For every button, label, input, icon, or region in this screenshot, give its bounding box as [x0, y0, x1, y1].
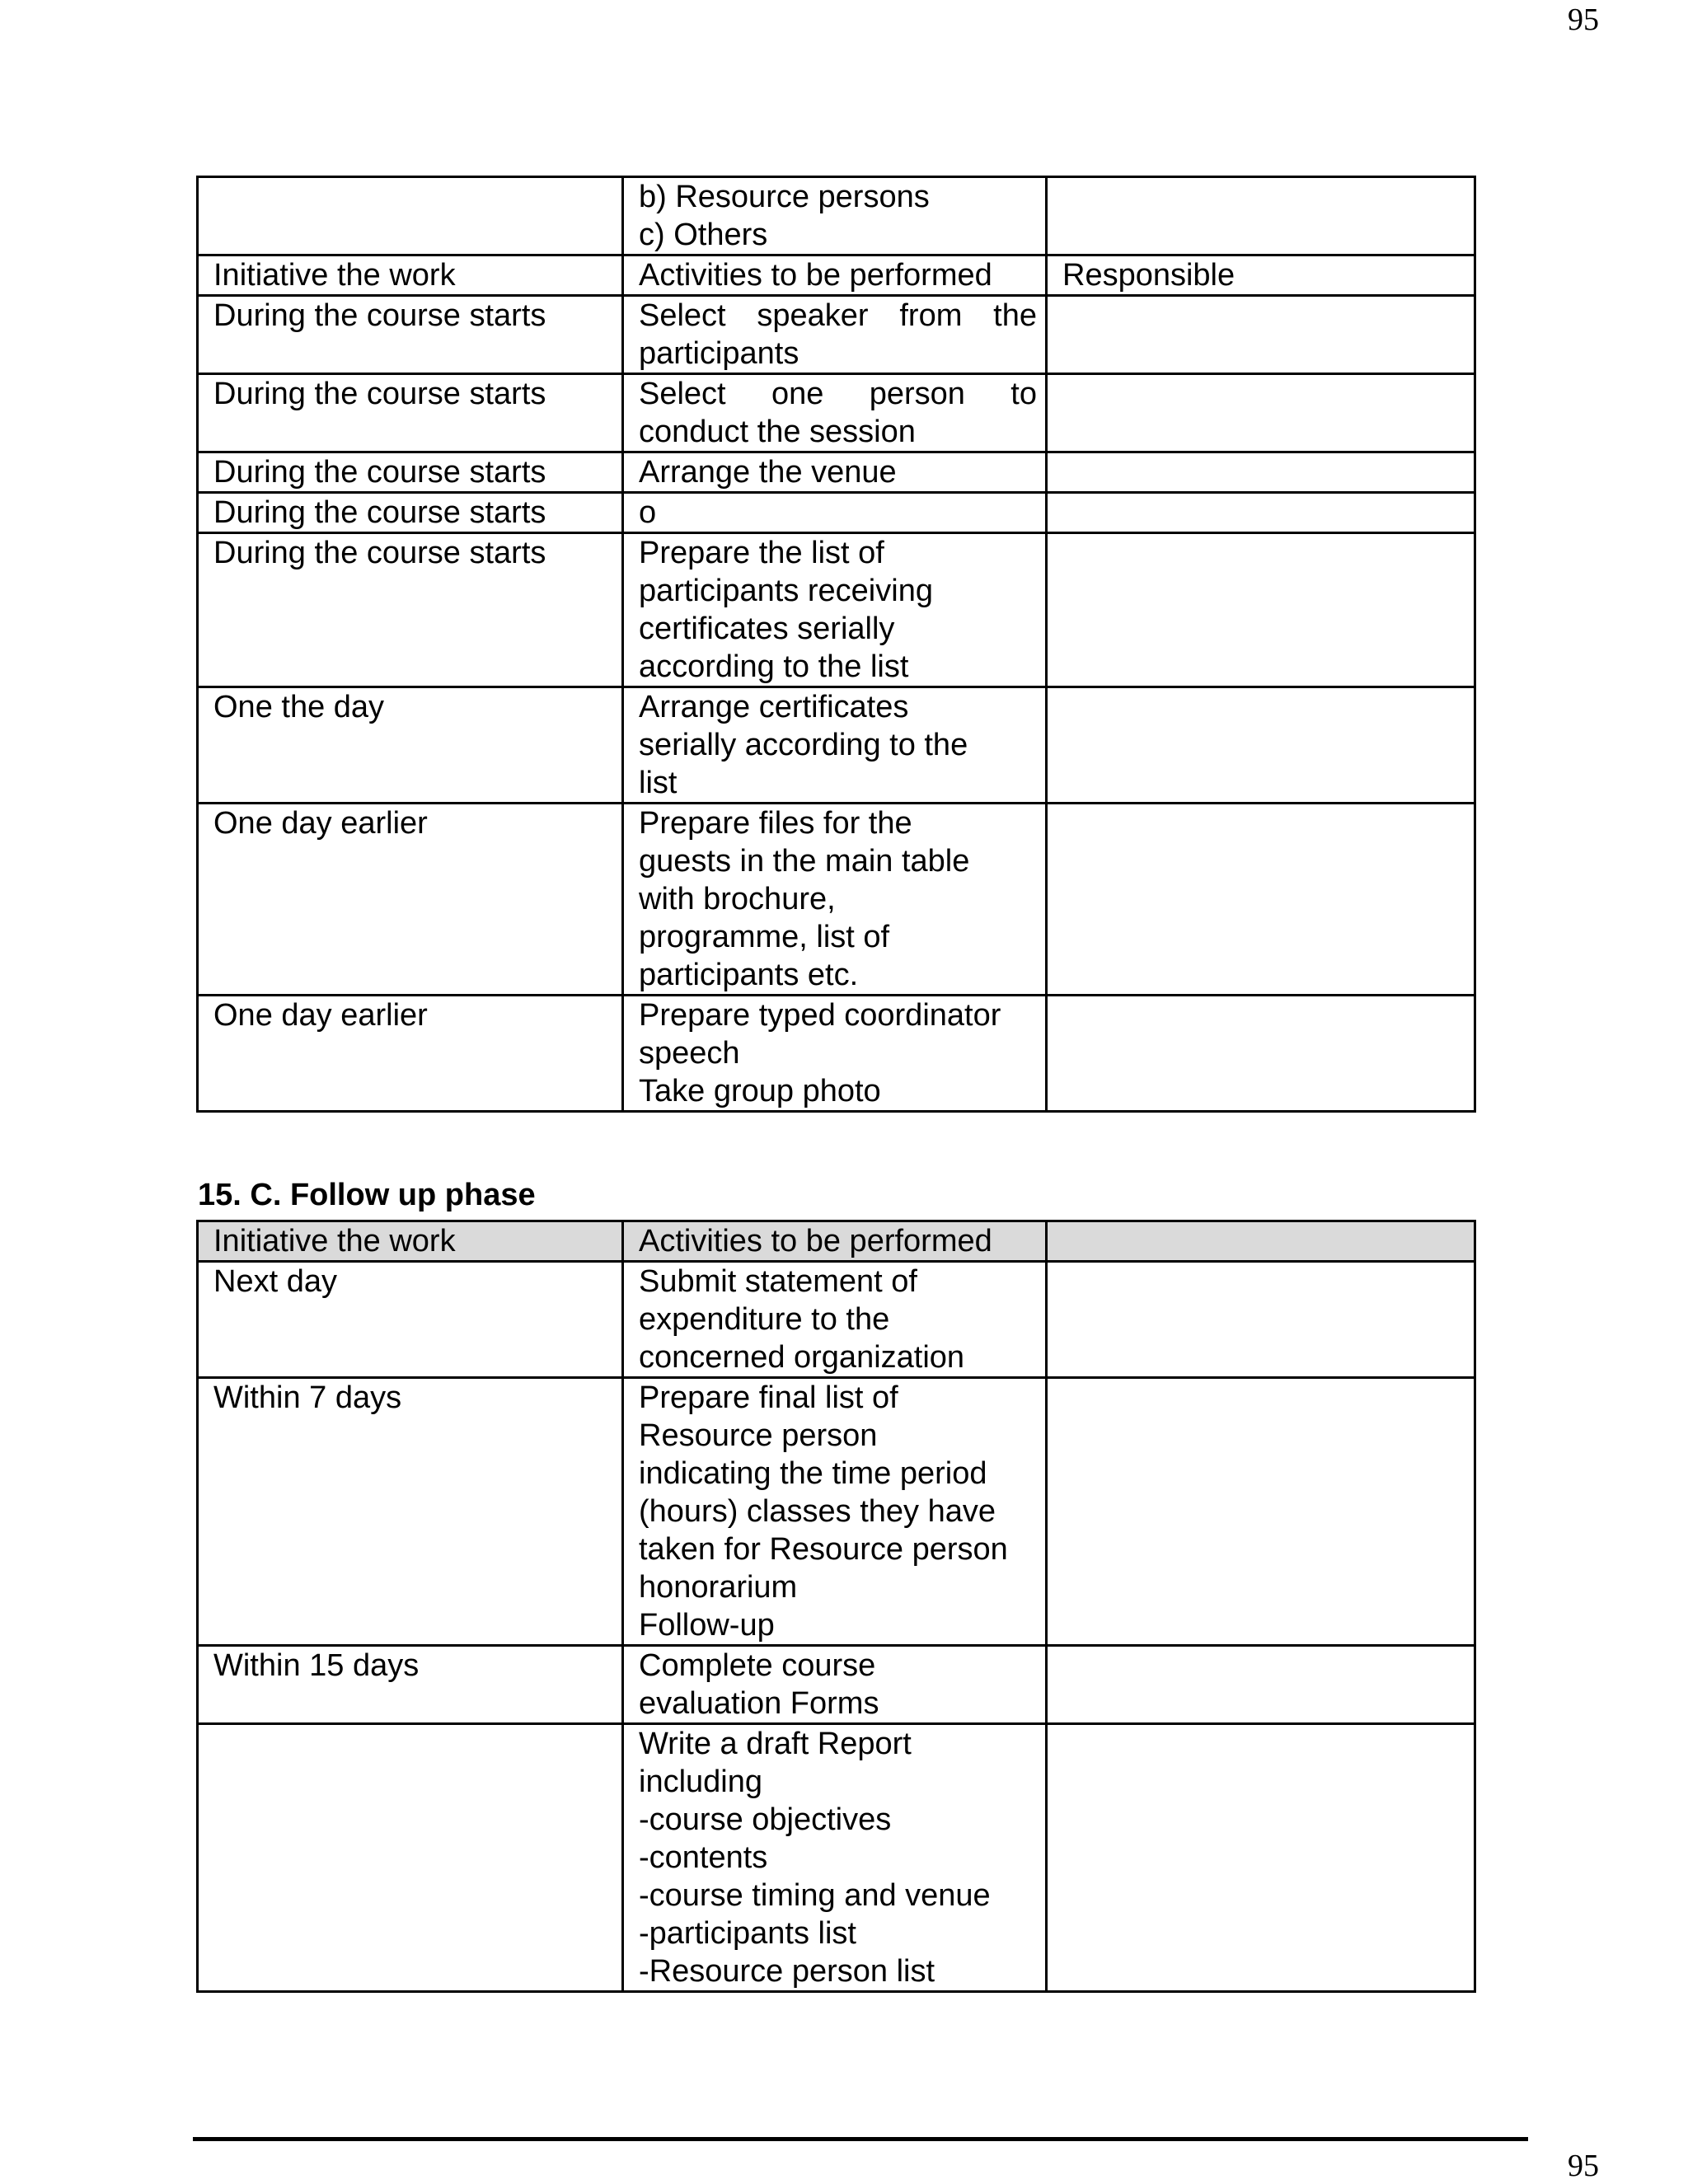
timing-cell [198, 1724, 623, 1992]
timing-cell: During the course starts [198, 493, 623, 533]
timing-cell: One day earlier [198, 996, 623, 1112]
responsible-cell [1047, 493, 1475, 533]
responsible-cell [1047, 1221, 1475, 1262]
table-row [198, 996, 1475, 1112]
activity-cell: Complete course evaluation Forms [623, 1646, 1047, 1724]
responsible-cell [1047, 533, 1475, 687]
table-row [198, 452, 1475, 493]
section-title-follow-up: 15. C. Follow up phase [198, 1178, 536, 1212]
timing-cell [198, 177, 623, 255]
timing-cell: During the course starts [198, 374, 623, 452]
activity-cell: Prepare the list of participants receiving certificates serially according to the list [623, 533, 1047, 687]
table-row [198, 1646, 1475, 1724]
activity-cell: b) Resource persons c) Others [623, 177, 1047, 255]
activity-cell: Prepare files for the guests in the main table with brochure, programme, list of participants etc. [623, 804, 1047, 996]
activity-cell: Arrange certificates serially according to the list [623, 687, 1047, 804]
table-a-body [198, 177, 1475, 1112]
preparation-activities-table [196, 176, 1476, 1113]
table-row [198, 1262, 1475, 1378]
activity-cell: Prepare typed coordinator speech Take group photo [623, 996, 1047, 1112]
table-row [198, 177, 1475, 255]
timing-cell: One the day [198, 687, 623, 804]
timing-cell: During the course starts [198, 296, 623, 374]
table-row [198, 1378, 1475, 1646]
page-number-top: 95 [1568, 2, 1599, 37]
responsible-cell [1047, 177, 1475, 255]
responsible-cell [1047, 1646, 1475, 1724]
responsible-cell [1047, 1724, 1475, 1992]
responsible-cell [1047, 452, 1475, 493]
activity-cell: Prepare final list of Resource person indicating the time period (hours) classes they have taken for Resource person honorarium Follow-up [623, 1378, 1047, 1646]
table-row [198, 296, 1475, 374]
responsible-cell [1047, 1378, 1475, 1646]
timing-cell: Within 15 days [198, 1646, 623, 1724]
activity-cell: Select one person to conduct the session [623, 374, 1047, 452]
table-row [198, 374, 1475, 452]
activity-cell: Arrange the venue [623, 452, 1047, 493]
footer-rule [193, 2137, 1528, 2141]
table-row [198, 255, 1475, 296]
follow-up-activities-table [196, 1220, 1476, 1993]
timing-cell: Initiative the work [198, 255, 623, 296]
responsible-cell [1047, 374, 1475, 452]
timing-cell: Next day [198, 1262, 623, 1378]
timing-cell: One day earlier [198, 804, 623, 996]
table-row [198, 1221, 1475, 1262]
table-row [198, 804, 1475, 996]
table-b-body [198, 1221, 1475, 1992]
timing-cell: Within 7 days [198, 1378, 623, 1646]
responsible-cell [1047, 804, 1475, 996]
responsible-cell [1047, 296, 1475, 374]
table-row [198, 687, 1475, 804]
activity-cell: Activities to be performed [623, 255, 1047, 296]
activity-cell: Write a draft Report including -course objectives -contents -course timing and venue -participants list -Resource person list [623, 1724, 1047, 1992]
responsible-cell [1047, 1262, 1475, 1378]
activity-cell: o [623, 493, 1047, 533]
timing-cell: During the course starts [198, 533, 623, 687]
activity-cell: Select speaker from the participants [623, 296, 1047, 374]
table-row [198, 533, 1475, 687]
timing-cell: During the course starts [198, 452, 623, 493]
responsible-cell [1047, 687, 1475, 804]
table-row [198, 493, 1475, 533]
activity-cell: Submit statement of expenditure to the concerned organization [623, 1262, 1047, 1378]
responsible-cell: Responsible [1047, 255, 1475, 296]
page-number-bottom: 95 [1568, 2149, 1599, 2183]
table-row [198, 1724, 1475, 1992]
responsible-cell [1047, 996, 1475, 1112]
activity-cell: Activities to be performed [623, 1221, 1047, 1262]
timing-cell: Initiative the work [198, 1221, 623, 1262]
